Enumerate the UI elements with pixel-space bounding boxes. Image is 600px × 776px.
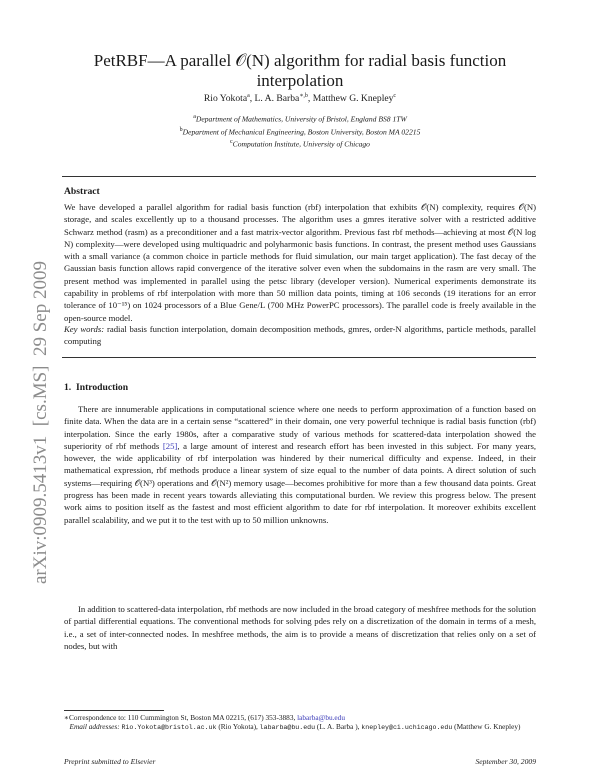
preprint-note: Preprint submitted to Elsevier [64, 757, 156, 766]
affiliation: $^b$Department of Mechanical Engineering, Boston University, Boston MA 02215 [179, 126, 421, 137]
email-link[interactable]: labarba@bu.edu [259, 724, 316, 732]
paper-title: PetRBF—A parallel 𝒪(N) algorithm for radial basis function interpolation [93, 51, 507, 90]
author-mark: ∗,b [299, 93, 308, 99]
correspondence-email-link[interactable]: labarba@bu.edu [297, 713, 345, 722]
keywords-text: radial basis function interpolation, domain decomposition methods, gmres, order-N algorithms, particle methods, parallel computing [64, 324, 537, 347]
footnote [64, 713, 536, 733]
email-addresses-line: Email addresses: Rio.Yokota@bristol.ac.uk (Rio Yokota), labarba@bu.edu (L. A. Barba ), knepley@ci.uchicago.edu (Matthew G. Knepley) [69, 722, 521, 732]
footnote-rule [64, 710, 164, 711]
author-mark: a [247, 93, 250, 99]
affiliation-list [60, 112, 540, 150]
author-name: Rio Yokota [203, 93, 248, 105]
email-label: Email addresses: [69, 722, 120, 732]
email-link[interactable]: Rio.Yokota@bristol.ac.uk [121, 724, 217, 732]
arxiv-identifier-stamp [8, 170, 64, 590]
affiliation: $^c$Computation Institute, University of Chicago [230, 139, 370, 149]
abstract-top-rule [62, 176, 536, 177]
arxiv-identifier-text: arXiv:0909.5413v1 [cs.MS] 29 Sep 2009 [30, 261, 51, 584]
abstract-heading: Abstract [64, 186, 100, 197]
abstract-bottom-rule [62, 357, 536, 358]
abstract-body: We have developed a parallel algorithm for radial basis function (rbf) interpolation that exhibits 𝒪(N) complexity, requires 𝒪(N) storage, and scales excellently up to a thousand processes. The algorithm uses a gmres iterative solver with a restricted additive Schwarz method (rasm) as a preconditioner and a fast matrix-vector algorithm. Previous fast rbf methods—achieving at most 𝒪(N log N) complexity—were developed using multiquadric and polyharmonic basis functions. In contrast, the present method uses Gaussians with a small variance (a common choice in particle methods for fluid simulation, our main target application). The fast decay of the Gaussian basis function allows rapid convergence of the iterative solver even when the subdomains in the rasm are very small. The present method was implemented in parallel using the petsc library (developer version). Numerical experiments demonstrate its capability in problems of rbf interpolation with more than 50 million data points, timing at 106 seconds (19 iterations for an error tolerance of 10⁻¹⁵) on 1024 processors of a Blue Gene/L (700 MHz PowerPC processors). The parallel code is freely available in the open-source model. [64, 202, 536, 323]
section-number: 1. [64, 382, 72, 393]
citation-link[interactable]: [25] [162, 440, 178, 451]
author-name: L. A. Barba [254, 93, 300, 105]
intro-paragraph-1: There are innumerable applications in computational science where one needs to perform approximation of a function based on finite data. When the data are in a certain sense “scattered” in their domain, one very powerful technique is radial basis function (rbf) interpolation. Since the early 1980s, after a comparative study of various methods for scattered-data interpolation showed the superiority of rbf methods [25], a large amount of interest and research effort has been invested in this subject. For many years, however, the wide applicability of rbf interpolation was hindered by their numerical difficulty and expense. Indeed, in their mathematical expression, rbf methods produce a linear system of size equal to the number of data points. A direct solution of such systems—requiring 𝒪(N³) operations and 𝒪(N²) memory usage—becomes prohibitive for more than a few thousand data points. Great progress has been made in recent years towards alleviating this computational burden. We review this progress below. The present work aims to position itself as the fastest and most efficient algorithm to date for rbf interpolation. It moreover exhibits excellent parallel scalability, and we put it to the test with up to 50 million unknowns. [64, 404, 536, 525]
author-mark: c [393, 93, 397, 99]
author-list: Rio Yokota$^a$, L. A. Barba$^{∗,b}$, Matthew G. Knepley$^c$ [203, 93, 397, 105]
author-name: Matthew G. Knepley [312, 93, 394, 105]
affiliation: $^a$Department of Mathematics, University of Bristol, England BS8 1TW [193, 114, 407, 124]
keywords-label: Key words: [64, 324, 105, 334]
correspondence-line: ∗Correspondence to: 110 Cummington St, Boston MA 02215, (617) 353-3883, labarba@bu.edu [64, 713, 345, 722]
intro-paragraph-2: In addition to scattered-data interpolation, rbf methods are now included in the broad category of meshfree methods for the solution of partial differential equations. The conventional methods for solving pdes rely on a discretization of the domain in terms of a mesh, i.e., a set of inter-connected nodes. In meshfree methods, the aim is to provide a means of discretization that relies only on a set of nodes, but with [64, 604, 536, 651]
email-link[interactable]: knepley@ci.uchicago.edu [361, 724, 453, 732]
keywords [64, 323, 536, 348]
section-heading [64, 382, 128, 393]
section-title: Introduction [76, 382, 129, 393]
preprint-date: September 30, 2009 [475, 757, 536, 766]
